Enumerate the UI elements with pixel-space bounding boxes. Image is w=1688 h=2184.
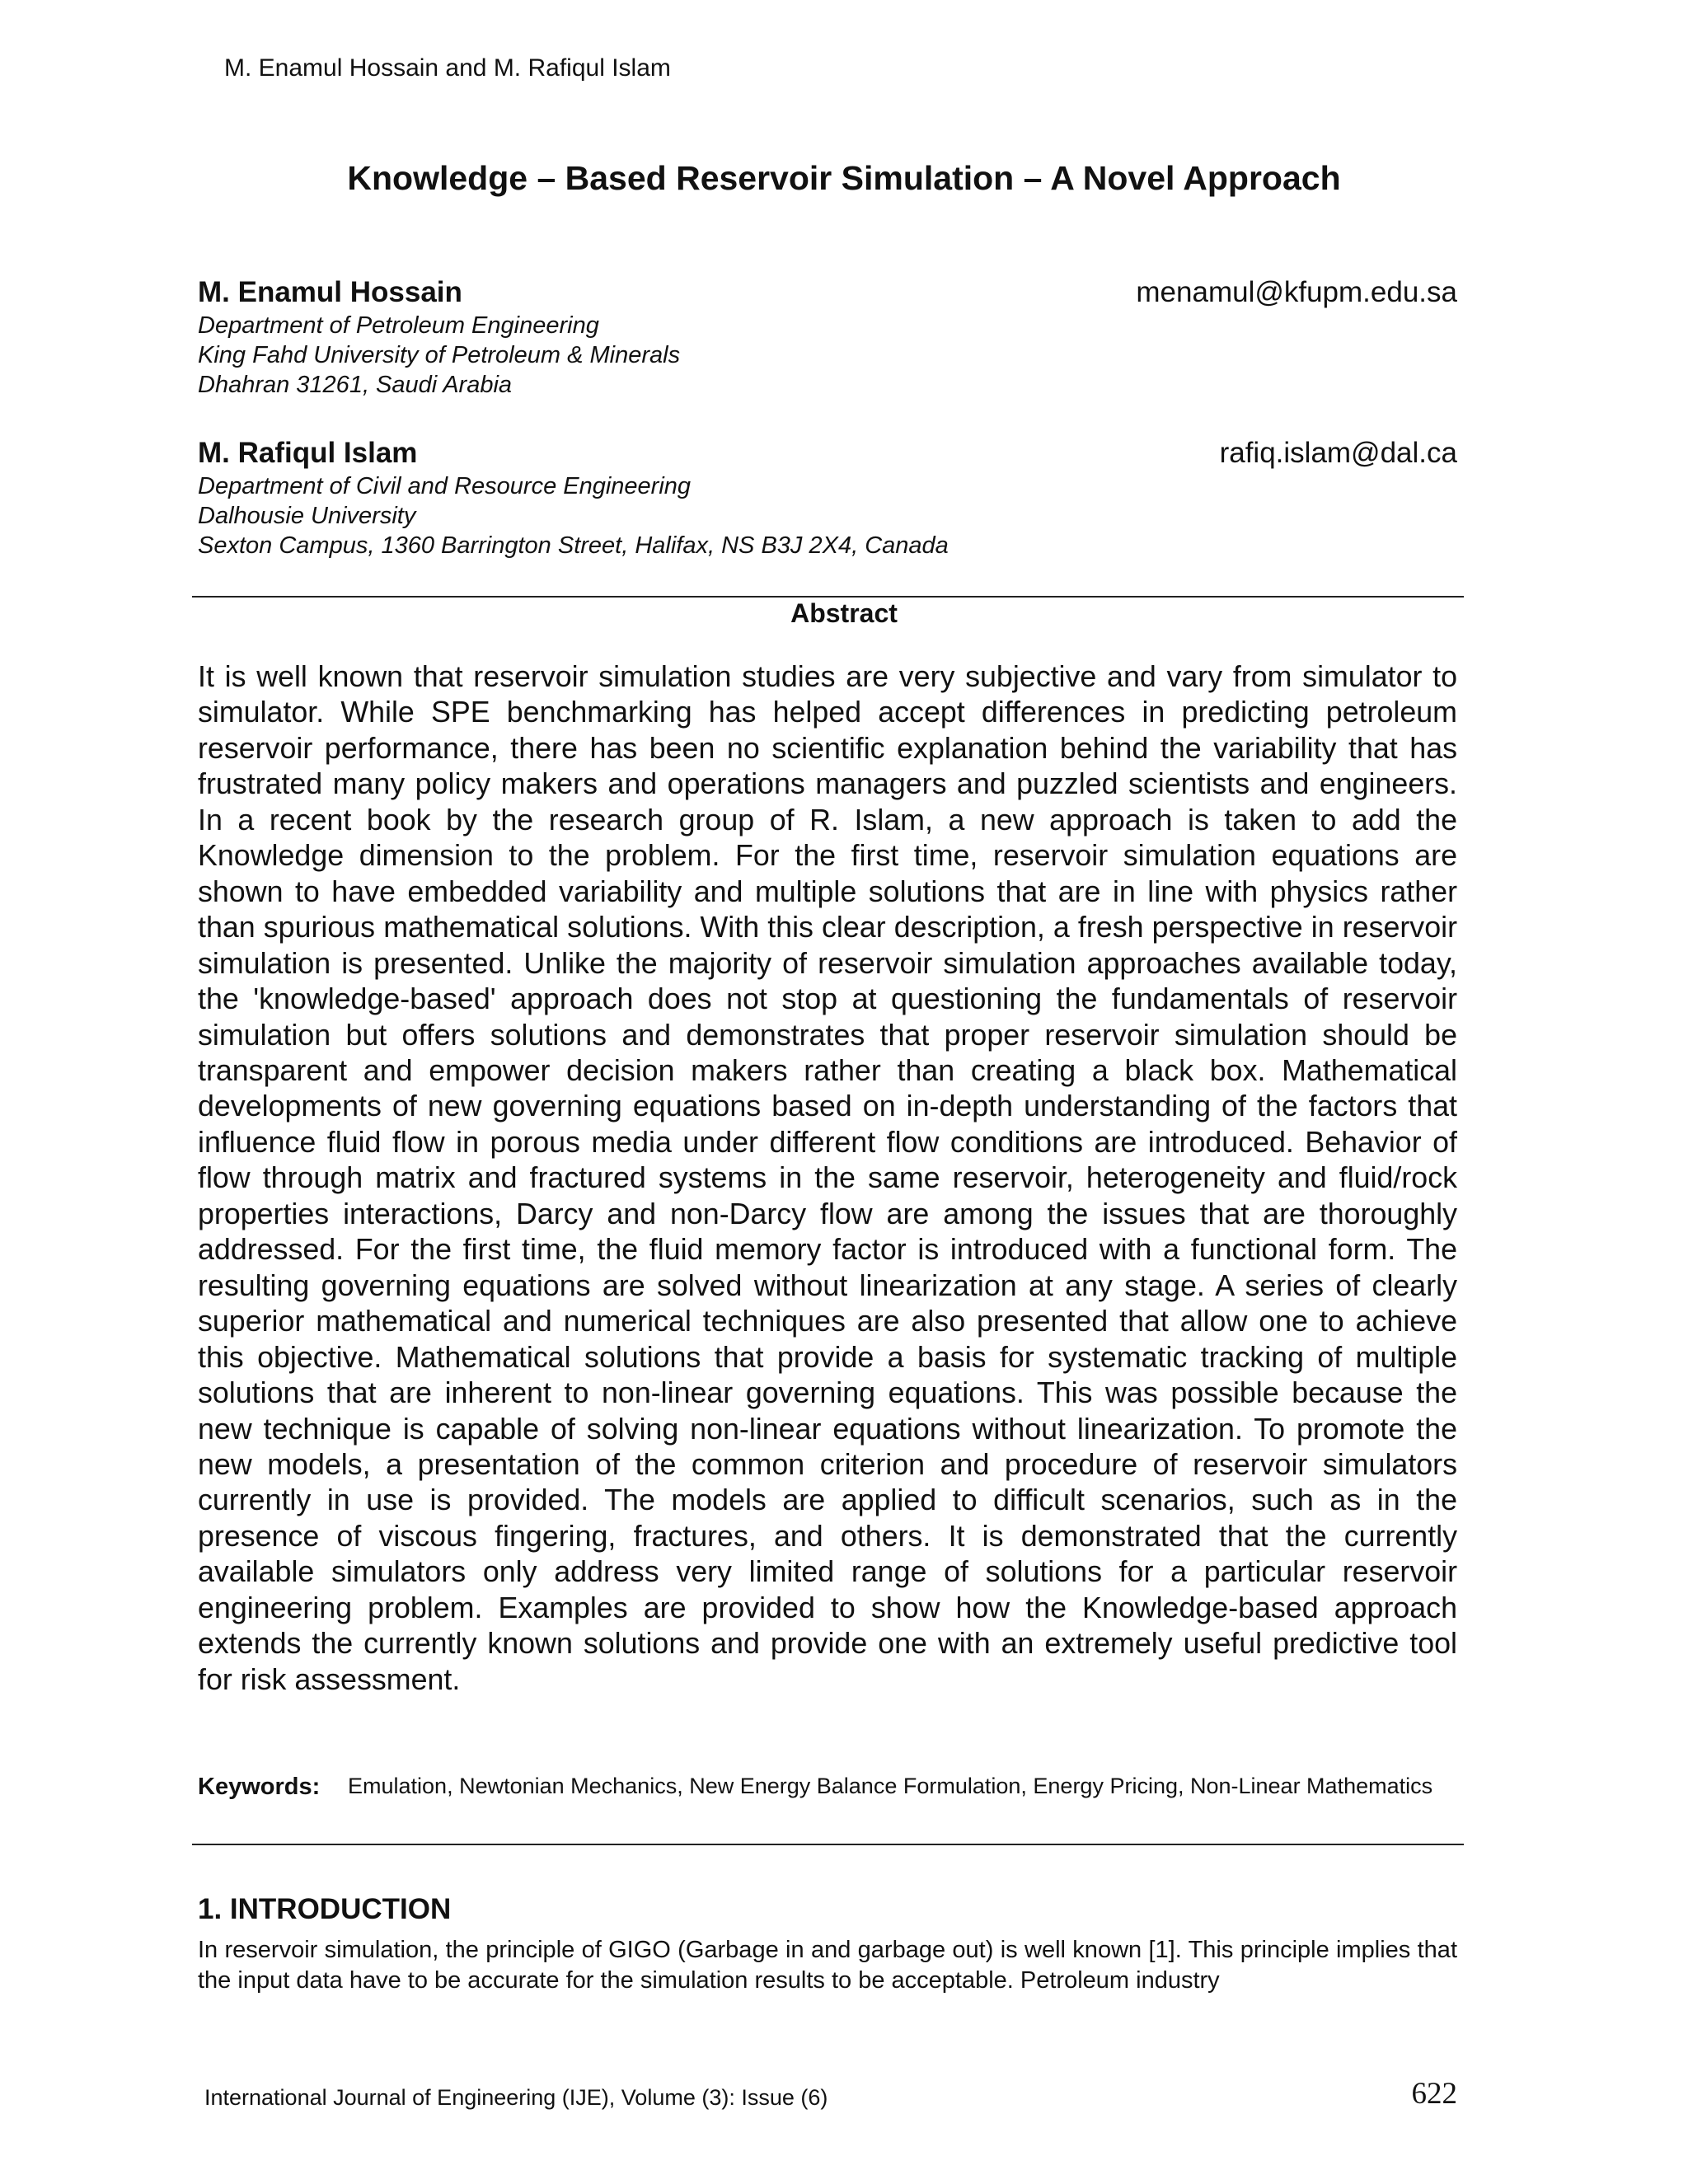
- author-institution: King Fahd University of Petroleum & Minerals: [198, 342, 681, 368]
- author-department: Department of Civil and Resource Engineering: [198, 473, 692, 499]
- author-address: Sexton Campus, 1360 Barrington Street, Halifax, NS B3J 2X4, Canada: [198, 532, 949, 559]
- keywords-label: Keywords:: [198, 1774, 321, 1800]
- keywords-text: Emulation, Newtonian Mechanics, New Energy Balance Formulation, Energy Pricing, Non-Linear Mathematics: [348, 1774, 1433, 1798]
- abstract-heading: Abstract: [790, 598, 898, 628]
- keywords-block: [198, 1772, 1457, 1801]
- author-address: Dhahran 31261, Saudi Arabia: [198, 372, 513, 398]
- author-institution: Dalhousie University: [198, 503, 416, 529]
- author-name: M. Rafiqul Islam: [198, 437, 418, 469]
- introduction-text: In reservoir simulation, the principle of GIGO (Garbage in and garbage out) is well known [1]. This principle implies that the input data have to be accurate for the simulation results to be acceptable. Petroleum industry: [198, 1937, 1457, 1994]
- author-email: menamul@kfupm.edu.sa: [1136, 276, 1457, 308]
- author-email: rafiq.islam@dal.ca: [1219, 437, 1457, 469]
- section-heading-introduction: 1. INTRODUCTION: [198, 1893, 452, 1925]
- author-block-2: [198, 435, 1457, 560]
- author-department: Department of Petroleum Engineering: [198, 312, 599, 339]
- paper-title: Knowledge – Based Reservoir Simulation – A Novel Approach: [347, 159, 1341, 197]
- author-name: M. Enamul Hossain: [198, 276, 462, 308]
- abstract-text: It is well known that reservoir simulation studies are very subjective and vary from simulator to simulator. While SPE benchmarking has helped accept differences in predicting petroleum reservoir performance, there has been no scientific explanation behind the variability that has frustrated many policy makers and operations managers and puzzled scientists and engineers. In a recent book by the research group of R. Islam, a new approach is taken to add the Knowledge dimension to the problem. For the first time, reservoir simulation equations are shown to have embedded variability and multiple solutions that are in line with physics rather than spurious mathematical solutions. With this clear description, a fresh perspective in reservoir simulation is presented. Unlike the majority of reservoir simulation approaches available today, the 'knowledge-based' approach does not stop at questioning the fundamentals of reservoir simulation but offers solutions and demonstrates that proper reservoir simulation should be transparent and empower decision makers rather than creating a black box. Mathematical developments of new governing equations based on in-depth understanding of the factors that influence fluid flow in porous media under different flow conditions are introduced. Behavior of flow through matrix and fractured systems in the same reservoir, heterogeneity and fluid/rock properties interactions, Darcy and non-Darcy flow are among the issues that are thoroughly addressed. For the first time, the fluid memory factor is introduced with a functional form. The resulting governing equations are solved without linearization at any stage. A series of clearly superior mathematical and numerical techniques are also presented that allow one to achieve this objective. Mathematical solutions that provide a basis for systematic tracking of multiple solutions that are inherent to non-linear governing equations. This was possible because the new technique is capable of solving non-linear equations without linearization. To promote the new models, a presentation of the common criterion and procedure of reservoir simulators currently in use is provided. The models are applied to difficult scenarios, such as in the presence of viscous fingering, fractures, and others. It is demonstrated that the currently available simulators only address very limited range of solutions for a particular reservoir engineering problem. Examples are provided to show how the Knowledge-based approach extends the currently known solutions and provide one with an extremely useful predictive tool for risk assessment.: [198, 660, 1457, 1696]
- running-head: M. Enamul Hossain and M. Rafiqul Islam: [224, 54, 671, 82]
- page-number: 622: [1411, 2077, 1457, 2111]
- author-block-1: [198, 274, 1457, 400]
- abstract-bottom-rule: [192, 1844, 1464, 1845]
- footer-journal: International Journal of Engineering (IJE), Volume (3): Issue (6): [204, 2085, 828, 2110]
